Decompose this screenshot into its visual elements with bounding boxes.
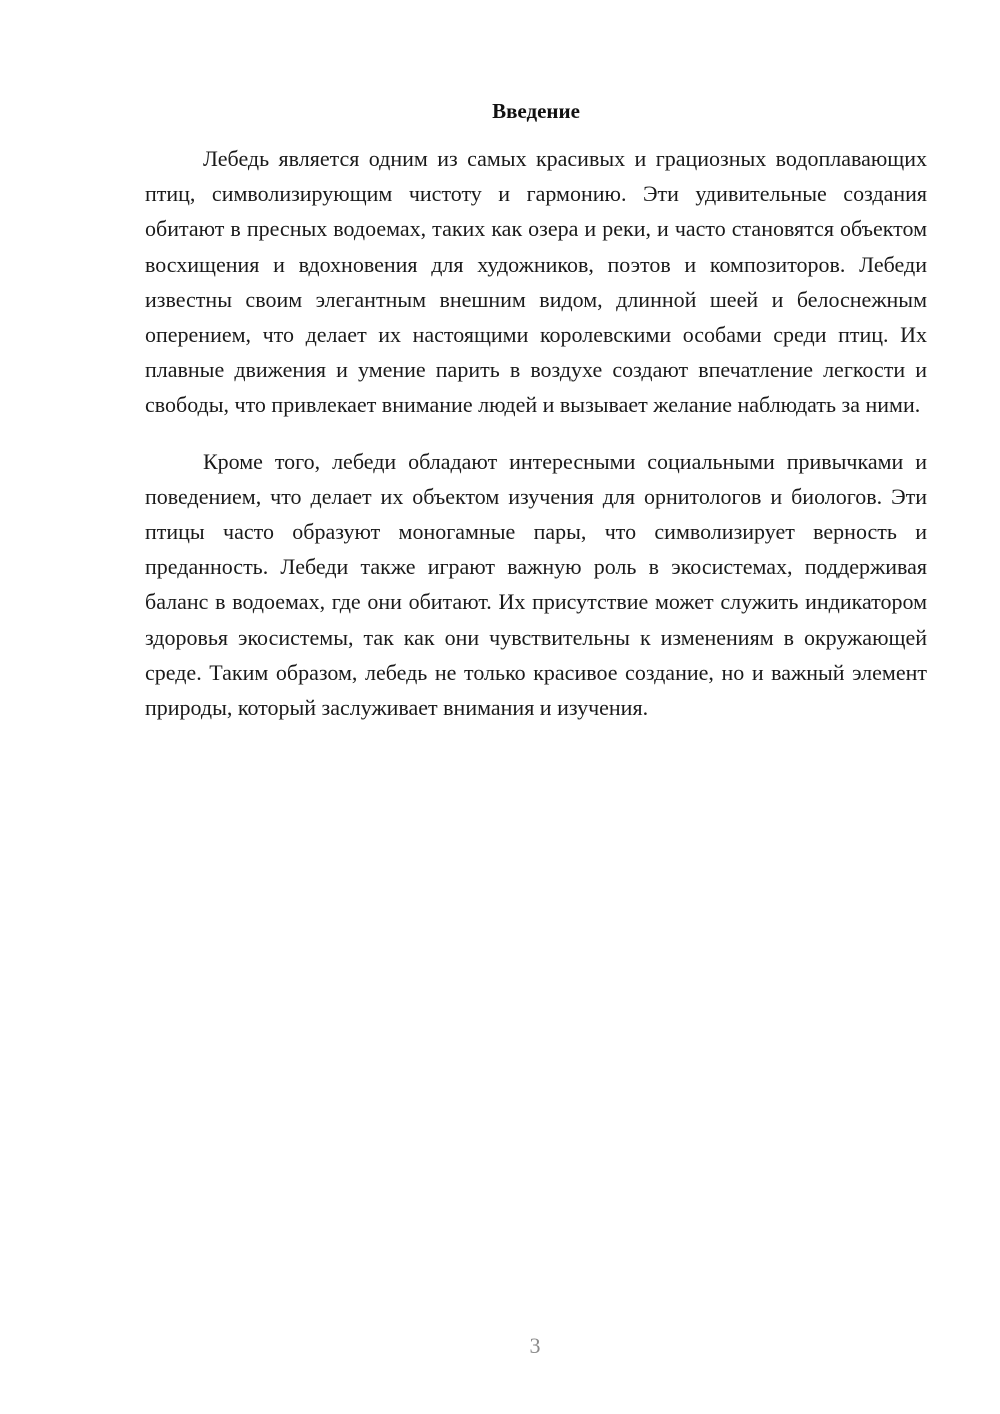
page-content xyxy=(145,94,927,725)
page-number: 3 xyxy=(529,1333,541,1358)
paragraph-2: Кроме того, лебеди обладают интересными социальными привычками и поведением, что делает их объектом изучения для орнитологов и биологов. Эти птицы часто образуют моногамные пары, что символизирует верность и преданность. Лебеди также играют важную роль в экосистемах, поддерживая баланс в водоемах, где они обитают. Их присутствие может служить индикатором здоровья экосистемы, так как они чувствительны к изменениям в окружающей среде. Таким образом, лебедь не только красивое создание, но и важный элемент природы, который заслуживает внимания и изучения. xyxy=(145,448,927,721)
paragraph-1: Лебедь является одним из самых красивых и грациозных водоплавающих птиц, символизирующим чистоту и гармонию. Эти удивительные создания обитают в пресных водоемах, таких как озера и реки, и часто становятся объектом восхищения и вдохновения для художников, поэтов и композиторов. Лебеди известны своим элегантным внешним видом, длинной шеей и белоснежным оперением, что делает их настоящими королевскими особами среди птиц. Их плавные движения и умение парить в воздухе создают впечатление легкости и свободы, что привлекает внимание людей и вызывает желание наблюдать за ними. xyxy=(145,146,927,418)
section-heading: Введение xyxy=(492,99,580,123)
